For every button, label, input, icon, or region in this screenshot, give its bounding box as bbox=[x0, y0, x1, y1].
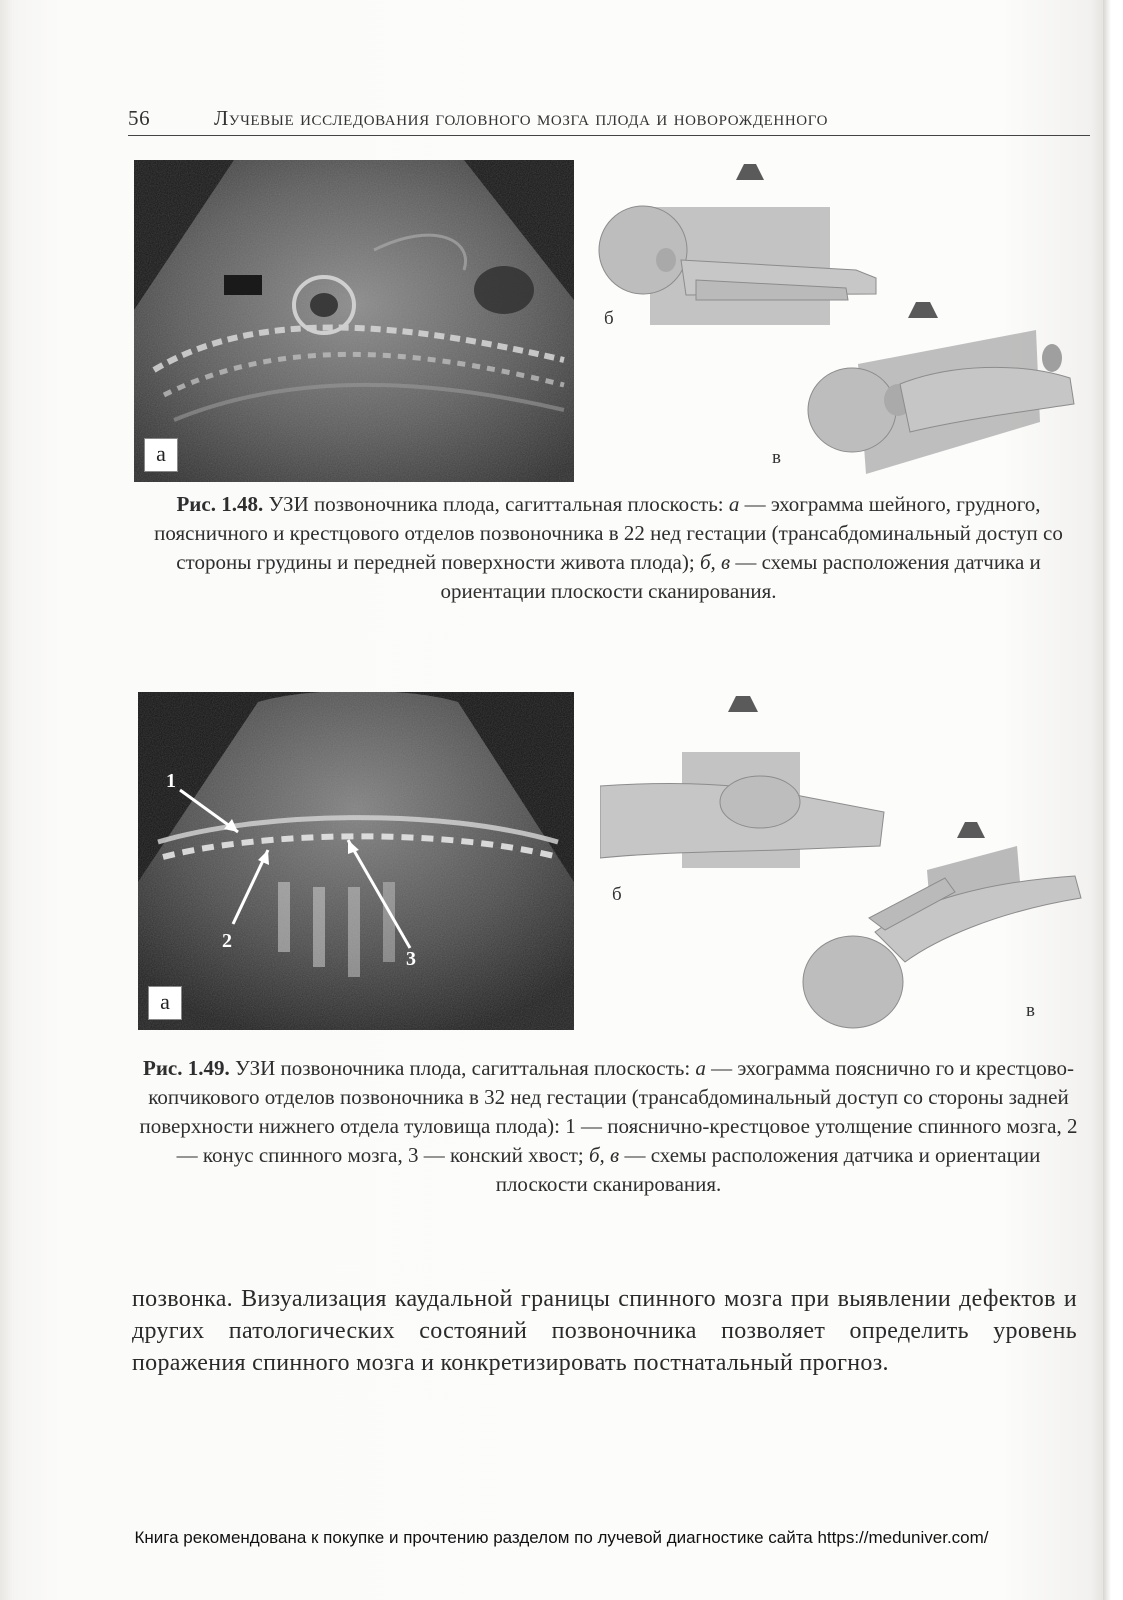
caption-149-bv: б, в bbox=[589, 1143, 620, 1167]
caption-149-a: а bbox=[695, 1056, 706, 1080]
caption-149-text-3: — схемы расположения датчика и ориентации плоскости сканирования. bbox=[495, 1143, 1041, 1196]
running-header bbox=[128, 106, 1113, 134]
fetus-scheme-149-v-drawing bbox=[795, 812, 1090, 1032]
marker-2: 2 bbox=[222, 930, 232, 952]
caption-148-a: а bbox=[728, 492, 740, 516]
transducer-icon bbox=[908, 302, 938, 318]
running-title: Лучевые исследования головного мозга плода и новорожденного bbox=[214, 106, 829, 130]
figure-caption-149 bbox=[136, 1054, 1081, 1199]
page-edge bbox=[1103, 0, 1123, 1600]
caption-148-text-2: — эхограмма шейного, грудного, поясничного и крестцового отделов позвоночника в 22 нед гестации (трансабдоминальный доступ со стороны грудины и передней поверхности живота плода); bbox=[154, 492, 1063, 574]
marker-3: 3 bbox=[406, 948, 416, 970]
scheme-149-v bbox=[795, 812, 1090, 1032]
ultrasound-image-149 bbox=[138, 692, 574, 1030]
scheme-148-v bbox=[800, 292, 1090, 482]
caption-149-text-2: — эхограмма пояснично го и крестцово-копчикового отделов позвоночника в 32 нед гестации (трансабдоминальный доступ со стороны задней поверхности нижнего отдела туловища плода): 1 — пояснично-крестцовое утолщение спинного мозга, 2 — конус спинного мозга, 3 — конский хвост; bbox=[139, 1056, 1078, 1167]
fetus-scheme-148-v-drawing bbox=[800, 292, 1090, 482]
transducer-icon bbox=[728, 696, 758, 712]
footer-note: Книга рекомендована к покупке и прочтению разделом по лучевой диагностике сайта https://meduniver.com/ bbox=[134, 1528, 989, 1547]
panel-label-b-148: б bbox=[604, 308, 614, 329]
caption-149-text-1: УЗИ позвоночника плода, сагиттальная плоскость: bbox=[229, 1056, 696, 1080]
body-paragraph: позвонка. Визуализация каудальной границы спинного мозга при выявлении дефектов и других патологических состояний позвоночника позволяет определить уровень поражения спинного мозга и конкретизировать постнатальный прогноз. bbox=[132, 1286, 1077, 1376]
marker-1: 1 bbox=[166, 770, 176, 792]
header-rule bbox=[128, 135, 1090, 136]
caption-148-text-1: УЗИ позвоночника плода, сагиттальная плоскость: bbox=[263, 492, 729, 516]
panel-label-v-149: в bbox=[1026, 1000, 1035, 1021]
panel-label-b-149: б bbox=[612, 884, 622, 905]
ultrasound-149-drawing bbox=[138, 692, 574, 1030]
figure-number-149: Рис. 1.49. bbox=[143, 1056, 230, 1080]
transducer-icon bbox=[957, 822, 985, 838]
transducer-icon bbox=[736, 164, 764, 180]
page-number: 56 bbox=[128, 106, 151, 130]
panel-label-a-148: а bbox=[144, 438, 178, 472]
caption-148-text-3: — схемы расположения датчика и ориентации плоскости сканирования. bbox=[440, 550, 1041, 603]
panel-label-v-148: в bbox=[772, 447, 781, 468]
caption-148-bv: б, в bbox=[699, 550, 731, 574]
panel-label-a-149: а bbox=[148, 986, 182, 1020]
ultrasound-148-drawing bbox=[134, 160, 574, 482]
figure-caption-148 bbox=[136, 490, 1081, 606]
ultrasound-image-148 bbox=[134, 160, 574, 482]
figure-number-148: Рис. 1.48. bbox=[176, 492, 264, 516]
